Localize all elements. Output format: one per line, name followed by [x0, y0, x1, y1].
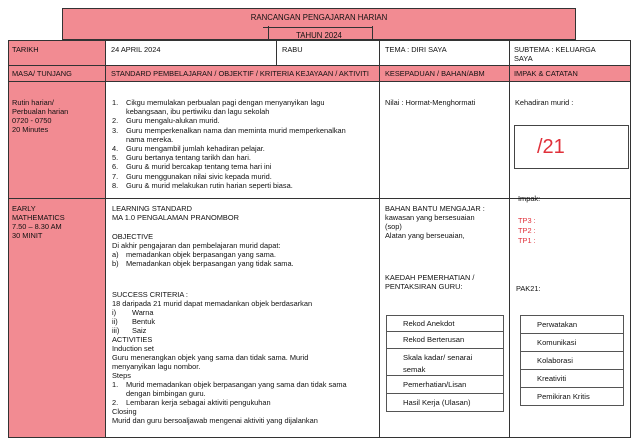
masa-header [8, 65, 106, 82]
routine-activity-text: Guru mengalu-alukan murid. [126, 116, 220, 126]
subtema-cell [509, 40, 631, 66]
day-value: RABU [282, 45, 303, 54]
criteria-intro: 18 daripada 21 murid dapat memadankan objek berdasarkan [112, 299, 313, 308]
kaedah-skala-line-2: semak [403, 365, 426, 375]
masa-header-label: MASA/ TUNJANG [12, 69, 72, 78]
pak21-pemikiran-kritis: Pemikiran Kritis [537, 391, 590, 401]
routine-activity-number: 3. [112, 125, 119, 135]
induction-line-1: Guru menerangkan objek yang sama dan tidak sama. Murid [112, 353, 309, 362]
date-value: 24 APRIL 2024 [111, 45, 161, 54]
routine-activity-number: 8. [112, 180, 119, 190]
math-standard-cell [105, 198, 380, 438]
routine-activity-line [112, 181, 346, 190]
impak-label: Impak: [518, 194, 541, 203]
routine-activity-text: Guru bertanya tentang tarikh dan hari. [126, 153, 251, 163]
criteria-iii-text: Saiz [132, 326, 147, 335]
kaedah-line-1: KAEDAH PEMERHATIAN / [385, 273, 475, 282]
title-divider [263, 27, 373, 28]
objective-b-text: Memadankan objek berpasangan yang tidak sama. [126, 259, 294, 268]
routine-activity-line [112, 162, 346, 171]
routine-masa-cell [8, 81, 106, 199]
kaedah-skala-line-1: Skala kadar/ senarai [403, 353, 473, 362]
objective-a-num: a) [112, 250, 119, 259]
pak21-kolaborasi: Kolaborasi [537, 355, 573, 365]
objective-a-text: memadankan objek berpasangan yang sama. [126, 250, 276, 259]
closing-heading: Closing [112, 407, 137, 416]
routine-activity-text: nama mereka. [126, 134, 174, 144]
routine-activity-number: 7. [112, 171, 119, 181]
plan-title [62, 8, 576, 40]
routine-activity-line [112, 126, 346, 135]
kesepaduan-header-label: KESEPADUAN / BAHAN/ABM [385, 69, 485, 78]
standard-header-label: STANDARD PEMBELAJARAN / OBJEKTIF / KRITERIA KEJAYAAN / AKTIVITI [111, 69, 369, 78]
criteria-ii-num: ii) [112, 317, 118, 326]
routine-activity-text: Guru memperkenalkan nama dan meminta murid memperkenalkan [126, 125, 346, 135]
routine-activity-text: kebangsaan, ibu pertiwiku dan lagu sekolah [126, 107, 270, 117]
pak21-label: PAK21: [516, 284, 541, 293]
tarikh-cell [8, 40, 106, 66]
math-bahan-cell [379, 198, 510, 438]
routine-activity-number: 5. [112, 153, 119, 163]
day-cell [276, 40, 380, 66]
routine-activity-number: 2. [112, 116, 119, 126]
kaedah-box-hasil-kerja [386, 393, 504, 412]
date-cell [105, 40, 277, 66]
criteria-i-text: Warna [132, 308, 154, 317]
objective-heading: OBJECTIVE [112, 232, 154, 241]
tema-value: TEMA : DIRI SAYA [385, 45, 447, 54]
kaedah-box-rekod-berterusan [386, 331, 504, 349]
routine-activity-text: Guru & murid bercakap tentang tema hari ini [126, 162, 272, 172]
kaedah-rekod-berterusan: Rekod Berterusan [403, 335, 465, 345]
pak21-box-perwatakan [520, 315, 624, 334]
pak21-box-kreativiti [520, 369, 624, 388]
routine-activity-line [112, 107, 346, 116]
kaedah-line-2: PENTAKSIRAN GURU: [385, 282, 463, 291]
subtema-line-2: SAYA [514, 54, 533, 63]
routine-activity-line [112, 144, 346, 153]
impak-header-label: IMPAK & CATATAN [514, 69, 578, 78]
kaedah-pemerhatian: Pemerhatian/Lisan [403, 379, 467, 389]
kehadiran-label: Kehadiran murid : [515, 98, 574, 107]
math-masa-cell [8, 198, 106, 438]
standard-header [105, 65, 380, 82]
routine-masa-1: Rutin harian/ [12, 98, 54, 107]
math-masa-1: EARLY [12, 204, 36, 213]
kaedah-box-skala-kadar [386, 348, 504, 376]
pak21-komunikasi: Komunikasi [537, 337, 577, 347]
routine-activity-text: Guru & murid melakukan rutin harian seperti biasa. [126, 180, 293, 190]
kaedah-box-pemerhatian [386, 375, 504, 394]
title-divider-right [372, 26, 373, 40]
objective-b-num: b) [112, 259, 119, 268]
criteria-iii-num: iii) [112, 326, 120, 335]
tema-cell [379, 40, 510, 66]
nilai-text: Nilai : Hormat-Menghormati [385, 98, 476, 107]
routine-activity-text: Cikgu memulakan perbualan pagi dengan menyanyikan lagu [126, 98, 325, 107]
kaedah-hasil-kerja: Hasil Kerja (Ulasan) [403, 397, 471, 407]
routine-activity-line [112, 135, 346, 144]
pak21-box-kolaborasi [520, 351, 624, 370]
bahan-line-4: Alatan yang berseuaian, [385, 231, 465, 240]
routine-nilai-cell [379, 81, 510, 199]
bahan-line-2: kawasan yang bersesuaian [385, 213, 475, 222]
routine-activity-list [112, 98, 346, 190]
pak21-box-pemikiran-kritis [520, 387, 624, 406]
title-divider-left [268, 26, 269, 40]
tp3-label: TP3 : [518, 216, 536, 225]
step-1-line-2: dengan bimbingan guru. [126, 389, 206, 398]
tarikh-label: TARIKH [12, 45, 39, 54]
subtema-line-1: SUBTEMA : KELUARGA [514, 45, 596, 54]
routine-activity-line [112, 153, 346, 162]
math-masa-2: MATHEMATICS [12, 213, 65, 222]
math-masa-4: 30 MINIT [12, 231, 43, 240]
title-line-1: RANCANGAN PENGAJARAN HARIAN [250, 13, 388, 22]
objective-intro: Di akhir pengajaran dan pembelajaran murid dapat: [112, 241, 281, 250]
closing-text: Murid dan guru bersoaljawab mengenai aktiviti yang dijalankan [112, 416, 318, 425]
tp2-label: TP2 : [518, 226, 536, 235]
activities-heading: ACTIVITIES [112, 335, 153, 344]
learning-standard-heading: LEARNING STANDARD [112, 204, 192, 213]
impak-header [509, 65, 631, 82]
routine-masa-4: 20 Minutes [12, 125, 49, 134]
attendance-value: /21 [537, 136, 565, 158]
attendance-box [514, 125, 629, 169]
math-impak-cell [509, 194, 631, 438]
criteria-heading: SUCCESS CRITERIA : [112, 290, 188, 299]
kaedah-box-rekod-anekdot [386, 315, 504, 332]
routine-activity-text: Guru menggunakan nilai sivic kepada murid. [126, 171, 272, 181]
routine-masa-2: Perbualan harian [12, 107, 69, 116]
routine-activity-line [112, 172, 346, 181]
pak21-box-komunikasi [520, 333, 624, 352]
routine-activities-cell [105, 81, 380, 199]
routine-activity-number: 4. [112, 144, 119, 154]
routine-activity-line [112, 98, 346, 107]
induction-heading: Induction set [112, 344, 154, 353]
routine-activity-number: 6. [112, 162, 119, 172]
step-2-num: 2. [112, 398, 119, 407]
criteria-i-num: i) [112, 308, 117, 317]
learning-standard-code: MA 1.0 PENGALAMAN PRANOMBOR [112, 213, 239, 222]
routine-activity-number: 1. [112, 98, 119, 107]
routine-activity-text: Guru mengambil jumlah kehadiran pelajar. [126, 144, 265, 154]
criteria-ii-text: Bentuk [132, 317, 156, 326]
step-1-num: 1. [112, 380, 119, 389]
steps-heading: Steps [112, 371, 131, 380]
induction-line-2: menyanyikan lagu nombor. [112, 362, 201, 371]
tp1-label: TP1 : [518, 236, 536, 245]
kesepaduan-header [379, 65, 510, 82]
step-2-line-1: Lembaran kerja sebagai aktiviti pengukuhan [126, 398, 271, 407]
title-line-2: TAHUN 2024 [296, 31, 342, 40]
pak21-kreativiti: Kreativiti [537, 373, 567, 383]
routine-masa-3: 0720 - 0750 [12, 116, 52, 125]
bahan-line-3: (sop) [385, 222, 402, 231]
routine-activity-line [112, 116, 346, 125]
math-masa-3: 7.50 – 8.30 AM [12, 222, 62, 231]
bahan-line-1: BAHAN BANTU MENGAJAR : [385, 204, 485, 213]
routine-kehadiran-cell [509, 81, 631, 199]
pak21-perwatakan: Perwatakan [537, 319, 578, 329]
step-1-line-1: Murid memadankan objek berpasangan yang sama dan tidak sama [126, 380, 347, 389]
kaedah-rekod-anekdot: Rekod Anekdot [403, 318, 455, 328]
